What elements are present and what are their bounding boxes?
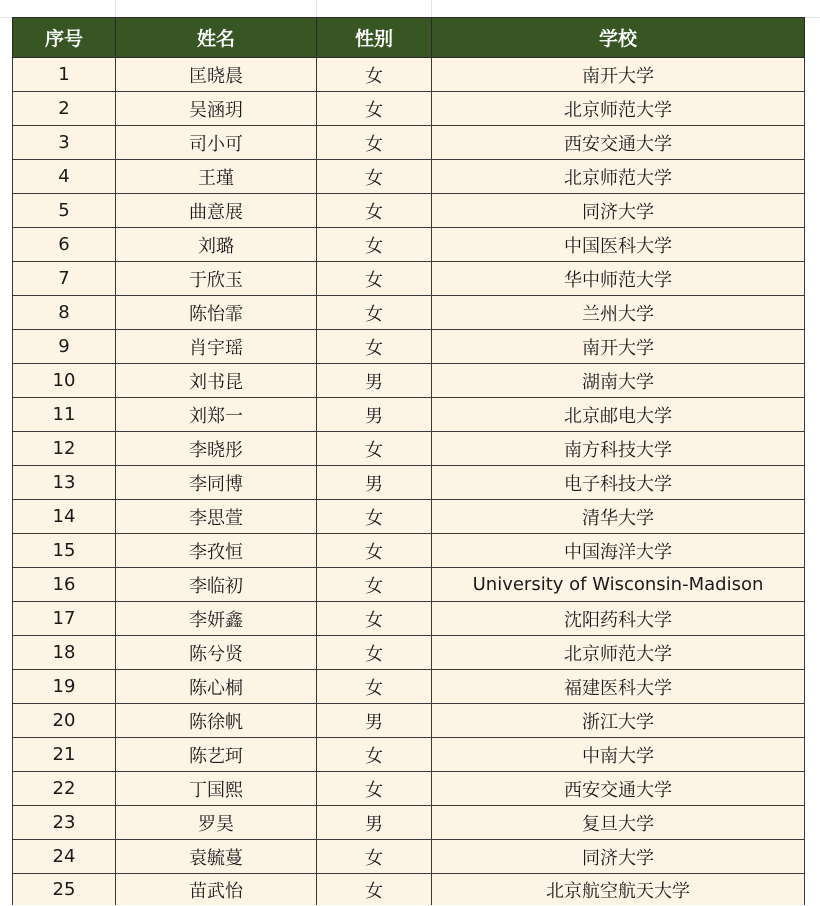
cell-school[interactable]: 北京师范大学 — [432, 160, 805, 194]
cell-gender[interactable]: 女 — [317, 670, 432, 704]
cell-name[interactable]: 刘郑一 — [116, 398, 317, 432]
cell-school[interactable]: 复旦大学 — [432, 806, 805, 840]
table-row — [13, 840, 805, 874]
cell-index[interactable]: 16 — [13, 568, 116, 602]
cell-school[interactable]: 北京航空航天大学 — [432, 874, 805, 906]
cell-name[interactable]: 李临初 — [116, 568, 317, 602]
spreadsheet-gridlines — [0, 0, 820, 18]
cell-name[interactable]: 李思萱 — [116, 500, 317, 534]
table-row — [13, 160, 805, 194]
cell-school[interactable]: 西安交通大学 — [432, 126, 805, 160]
table-row — [13, 806, 805, 840]
cell-index[interactable]: 3 — [13, 126, 116, 160]
cell-gender[interactable]: 女 — [317, 92, 432, 126]
cell-school[interactable]: 北京邮电大学 — [432, 398, 805, 432]
cell-name[interactable]: 陈兮贤 — [116, 636, 317, 670]
cell-school[interactable]: University of Wisconsin-Madison — [432, 568, 805, 602]
table-row — [13, 602, 805, 636]
cell-index[interactable]: 21 — [13, 738, 116, 772]
cell-index[interactable]: 8 — [13, 296, 116, 330]
cell-gender[interactable]: 女 — [317, 738, 432, 772]
cell-index[interactable]: 25 — [13, 874, 116, 906]
cell-index[interactable]: 11 — [13, 398, 116, 432]
cell-gender[interactable]: 女 — [317, 840, 432, 874]
cell-name[interactable]: 王瑾 — [116, 160, 317, 194]
cell-gender[interactable]: 女 — [317, 602, 432, 636]
cell-gender[interactable]: 女 — [317, 568, 432, 602]
cell-name[interactable]: 刘璐 — [116, 228, 317, 262]
cell-name[interactable]: 袁毓蔓 — [116, 840, 317, 874]
cell-school[interactable]: 中国医科大学 — [432, 228, 805, 262]
cell-gender[interactable]: 女 — [317, 126, 432, 160]
cell-gender[interactable]: 女 — [317, 874, 432, 906]
table-row — [13, 398, 805, 432]
header-school[interactable]: 学校 — [432, 18, 805, 58]
cell-index[interactable]: 17 — [13, 602, 116, 636]
table-row — [13, 500, 805, 534]
gridline — [115, 0, 116, 17]
cell-school[interactable]: 南开大学 — [432, 58, 805, 92]
table-row — [13, 568, 805, 602]
cell-school[interactable]: 北京师范大学 — [432, 92, 805, 126]
cell-name[interactable]: 陈徐帆 — [116, 704, 317, 738]
cell-index[interactable]: 15 — [13, 534, 116, 568]
cell-gender[interactable]: 女 — [317, 262, 432, 296]
table-row — [13, 364, 805, 398]
table-row — [13, 262, 805, 296]
gridline — [316, 0, 317, 17]
cell-school[interactable]: 湖南大学 — [432, 364, 805, 398]
cell-name[interactable]: 苗武怡 — [116, 874, 317, 906]
header-row — [13, 18, 805, 58]
cell-school[interactable]: 福建医科大学 — [432, 670, 805, 704]
cell-gender[interactable]: 男 — [317, 704, 432, 738]
cell-gender[interactable]: 男 — [317, 806, 432, 840]
cell-school[interactable]: 中南大学 — [432, 738, 805, 772]
cell-gender[interactable]: 女 — [317, 58, 432, 92]
header-gender[interactable]: 性别 — [317, 18, 432, 58]
cell-school[interactable]: 同济大学 — [432, 194, 805, 228]
table-row — [13, 92, 805, 126]
table-row — [13, 296, 805, 330]
cell-name[interactable]: 陈艺珂 — [116, 738, 317, 772]
table-row — [13, 636, 805, 670]
cell-name[interactable]: 陈心桐 — [116, 670, 317, 704]
table-row — [13, 58, 805, 92]
cell-gender[interactable]: 女 — [317, 432, 432, 466]
cell-gender[interactable]: 女 — [317, 772, 432, 806]
cell-index[interactable]: 13 — [13, 466, 116, 500]
cell-name[interactable]: 李同博 — [116, 466, 317, 500]
cell-name[interactable]: 丁国熙 — [116, 772, 317, 806]
cell-school[interactable]: 兰州大学 — [432, 296, 805, 330]
table-row — [13, 704, 805, 738]
cell-school[interactable]: 沈阳药科大学 — [432, 602, 805, 636]
cell-gender[interactable]: 男 — [317, 398, 432, 432]
cell-name[interactable]: 刘书昆 — [116, 364, 317, 398]
cell-gender[interactable]: 女 — [317, 500, 432, 534]
cell-gender[interactable]: 女 — [317, 534, 432, 568]
cell-name[interactable]: 司小可 — [116, 126, 317, 160]
table-row — [13, 534, 805, 568]
cell-gender[interactable]: 男 — [317, 466, 432, 500]
cell-gender[interactable]: 女 — [317, 296, 432, 330]
cell-name[interactable]: 李晓彤 — [116, 432, 317, 466]
cell-index[interactable]: 5 — [13, 194, 116, 228]
table-row — [13, 432, 805, 466]
cell-index[interactable]: 22 — [13, 772, 116, 806]
cell-index[interactable]: 12 — [13, 432, 116, 466]
cell-name[interactable]: 肖宇瑶 — [116, 330, 317, 364]
cell-name[interactable]: 罗昊 — [116, 806, 317, 840]
cell-school[interactable]: 南开大学 — [432, 330, 805, 364]
gridline — [431, 0, 432, 17]
table-row — [13, 194, 805, 228]
cell-gender[interactable]: 女 — [317, 228, 432, 262]
cell-gender[interactable]: 女 — [317, 194, 432, 228]
table-row — [13, 670, 805, 704]
cell-name[interactable]: 李孜恒 — [116, 534, 317, 568]
cell-school[interactable]: 中国海洋大学 — [432, 534, 805, 568]
cell-gender[interactable]: 女 — [317, 636, 432, 670]
header-name[interactable]: 姓名 — [116, 18, 317, 58]
cell-school[interactable]: 华中师范大学 — [432, 262, 805, 296]
cell-name[interactable]: 陈怡霏 — [116, 296, 317, 330]
cell-name[interactable]: 曲意展 — [116, 194, 317, 228]
table-row — [13, 466, 805, 500]
cell-name[interactable]: 匡晓晨 — [116, 58, 317, 92]
cell-gender[interactable]: 男 — [317, 364, 432, 398]
cell-index[interactable]: 14 — [13, 500, 116, 534]
cell-index[interactable]: 2 — [13, 92, 116, 126]
cell-gender[interactable]: 女 — [317, 330, 432, 364]
table-row — [13, 126, 805, 160]
spreadsheet — [12, 17, 804, 905]
table-row — [13, 228, 805, 262]
cell-index[interactable]: 19 — [13, 670, 116, 704]
cell-school[interactable]: 浙江大学 — [432, 704, 805, 738]
cell-index[interactable]: 10 — [13, 364, 116, 398]
table-row — [13, 772, 805, 806]
cell-name[interactable]: 李妍鑫 — [116, 602, 317, 636]
table-row — [13, 874, 805, 906]
cell-index[interactable]: 23 — [13, 806, 116, 840]
cell-name[interactable]: 于欣玉 — [116, 262, 317, 296]
cell-school[interactable]: 电子科技大学 — [432, 466, 805, 500]
cell-index[interactable]: 7 — [13, 262, 116, 296]
header-index[interactable]: 序号 — [13, 18, 116, 58]
cell-school[interactable]: 北京师范大学 — [432, 636, 805, 670]
cell-school[interactable]: 同济大学 — [432, 840, 805, 874]
cell-index[interactable]: 24 — [13, 840, 116, 874]
student-table — [12, 17, 805, 905]
cell-index[interactable]: 20 — [13, 704, 116, 738]
cell-index[interactable]: 4 — [13, 160, 116, 194]
cell-school[interactable]: 西安交通大学 — [432, 772, 805, 806]
table-row — [13, 330, 805, 364]
cell-school[interactable]: 南方科技大学 — [432, 432, 805, 466]
cell-index[interactable]: 9 — [13, 330, 116, 364]
cell-index[interactable]: 1 — [13, 58, 116, 92]
table-row — [13, 738, 805, 772]
cell-gender[interactable]: 女 — [317, 160, 432, 194]
cell-index[interactable]: 18 — [13, 636, 116, 670]
cell-name[interactable]: 吴涵玥 — [116, 92, 317, 126]
table-body — [13, 58, 805, 906]
cell-school[interactable]: 清华大学 — [432, 500, 805, 534]
cell-index[interactable]: 6 — [13, 228, 116, 262]
